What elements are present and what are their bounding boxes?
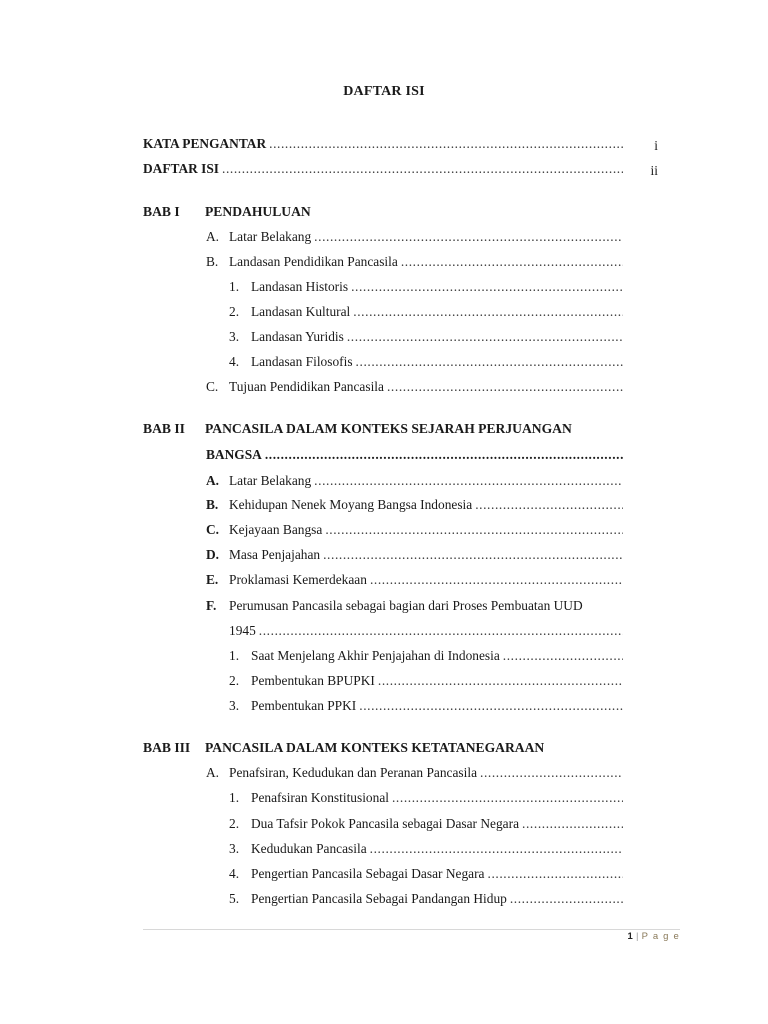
toc-entry-number: 3. [229,698,240,713]
toc-entry-number: C. [206,522,220,537]
toc-entry-label: Landasan Yuridis [251,329,344,344]
page-footer [628,931,681,942]
toc-subentry[interactable] [229,329,623,348]
toc-entry-label: 1945 [229,623,256,638]
toc-entry-label: Pembentukan PPKI [251,698,357,713]
chapter-title: BANGSA [206,447,262,462]
toc-entry-label: Penafsiran, Kedudukan dan Peranan Pancasila [229,765,478,780]
toc-entry-number: B. [206,497,219,512]
toc-entry-label: Penafsiran Konstitusional [251,790,389,805]
toc-entry-label: Latar Belakang [229,229,312,244]
toc-entry-number: 3. [229,329,240,344]
toc-entry-label: Landasan Filosofis [251,354,353,369]
toc-entry-label: Masa Penjajahan [229,547,321,562]
toc-entry-number: A. [206,229,220,244]
toc-entry-label: KATA PENGANTAR [143,136,267,151]
chapter-heading-bab-3[interactable] [143,740,544,756]
toc-subentry[interactable] [229,790,623,809]
chapter-title: PENDAHULUAN [205,204,311,219]
toc-subentry[interactable] [229,841,623,860]
footer-page-number: 1 [627,931,634,942]
dot-leader [356,354,623,370]
toc-entry-number: 2. [229,816,240,831]
toc-entry-label: Kejayaan Bangsa [229,522,323,537]
dot-leader [314,473,623,489]
toc-entry[interactable] [206,598,626,617]
toc-page-number: i [654,138,658,153]
toc-entry-number: B. [206,254,219,269]
footer-divider [143,929,680,930]
toc-entry[interactable] [206,473,623,492]
chapter-code: BAB I [143,204,180,219]
toc-entry-continuation[interactable] [229,623,623,642]
dot-leader [392,790,623,806]
dot-leader [222,161,623,177]
toc-entry-kata-pengantar[interactable] [143,136,623,155]
dot-leader [314,229,623,245]
page-title: DAFTAR ISI [343,84,425,99]
toc-entry-label: Tujuan Pendidikan Pancasila [229,379,384,394]
chapter-code: BAB III [143,740,191,755]
toc-entry-number: E. [206,572,219,587]
chapter-heading-bab-2[interactable] [143,421,572,437]
dot-leader [387,379,623,395]
toc-subentry[interactable] [229,698,623,717]
dot-leader [475,497,623,513]
toc-entry[interactable] [206,765,623,784]
toc-entry-number: 4. [229,354,240,369]
toc-entry-label: Landasan Kultural [251,304,351,319]
toc-entry-number: 2. [229,304,240,319]
dot-leader [522,816,623,832]
toc-entry-number: D. [206,547,220,562]
toc-subentry[interactable] [229,891,623,910]
dot-leader [353,304,623,320]
toc-entry[interactable] [206,229,623,248]
toc-entry[interactable] [206,572,623,591]
toc-entry-label: Landasan Pendidikan Pancasila [229,254,398,269]
toc-entry-number: 5. [229,891,240,906]
dot-leader [359,698,623,714]
toc-entry-label: Kehidupan Nenek Moyang Bangsa Indonesia [229,497,473,512]
dot-leader [351,279,623,295]
dot-leader [347,329,623,345]
toc-entry-label: Proklamasi Kemerdekaan [229,572,367,587]
toc-entry-label: Pembentukan BPUPKI [251,673,375,688]
footer-separator: | [635,931,640,942]
toc-entry-number: 2. [229,673,240,688]
dot-leader [503,648,623,664]
toc-entry[interactable] [206,497,623,516]
dot-leader [378,673,623,689]
dot-leader [259,623,623,639]
toc-entry[interactable] [206,522,623,541]
toc-subentry[interactable] [229,816,623,835]
toc-entry-label: Landasan Historis [251,279,349,294]
toc-subentry[interactable] [229,648,623,667]
dot-leader [510,891,623,907]
dot-leader [269,136,623,152]
toc-entry-daftar-isi[interactable] [143,161,623,180]
chapter-title: PANCASILA DALAM KONTEKS SEJARAH PERJUANGAN [205,421,572,436]
toc-subentry[interactable] [229,673,623,692]
toc-entry-label: Dua Tafsir Pokok Pancasila sebagai Dasar Negara [251,816,520,831]
dot-leader [370,841,623,857]
toc-entry-label: Perumusan Pancasila sebagai bagian dari Proses Pembuatan UUD [229,598,583,613]
toc-entry-number: 1. [229,790,240,805]
toc-entry[interactable] [206,547,623,566]
chapter-title-continuation[interactable] [206,447,623,466]
toc-entry-label: Pengertian Pancasila Sebagai Pandangan Hidup [251,891,507,906]
toc-entry-label: Pengertian Pancasila Sebagai Dasar Negara [251,866,485,881]
dot-leader [488,866,624,882]
toc-entry-number: A. [206,473,220,488]
dot-leader [325,522,623,538]
chapter-heading-bab-1[interactable] [143,204,311,220]
toc-entry-number: 1. [229,279,240,294]
dot-leader [370,572,623,588]
chapter-code: BAB II [143,421,185,436]
footer-page-label: P a g e [641,931,680,942]
toc-entry-number: C. [206,379,219,394]
toc-entry-label: DAFTAR ISI [143,161,220,176]
toc-subentry[interactable] [229,279,623,298]
toc-entry-number: 1. [229,648,240,663]
toc-entry-label: Latar Belakang [229,473,312,488]
dot-leader [480,765,623,781]
chapter-title: PANCASILA DALAM KONTEKS KETATANEGARAAN [205,740,545,755]
toc-entry-number: 4. [229,866,240,881]
toc-entry-label: Saat Menjelang Akhir Penjajahan di Indonesia [251,648,500,663]
toc-entry[interactable] [206,254,623,273]
dot-leader [265,447,623,463]
toc-entry-number: A. [206,765,220,780]
toc-subentry[interactable] [229,354,623,373]
toc-entry-number: 3. [229,841,240,856]
toc-entry[interactable] [206,379,623,398]
toc-subentry[interactable] [229,304,623,323]
toc-subentry[interactable] [229,866,623,885]
toc-entry-number: F. [206,598,217,613]
toc-page-number: ii [650,163,658,178]
toc-entry-label: Kedudukan Pancasila [251,841,367,856]
dot-leader [401,254,623,270]
dot-leader [323,547,623,563]
